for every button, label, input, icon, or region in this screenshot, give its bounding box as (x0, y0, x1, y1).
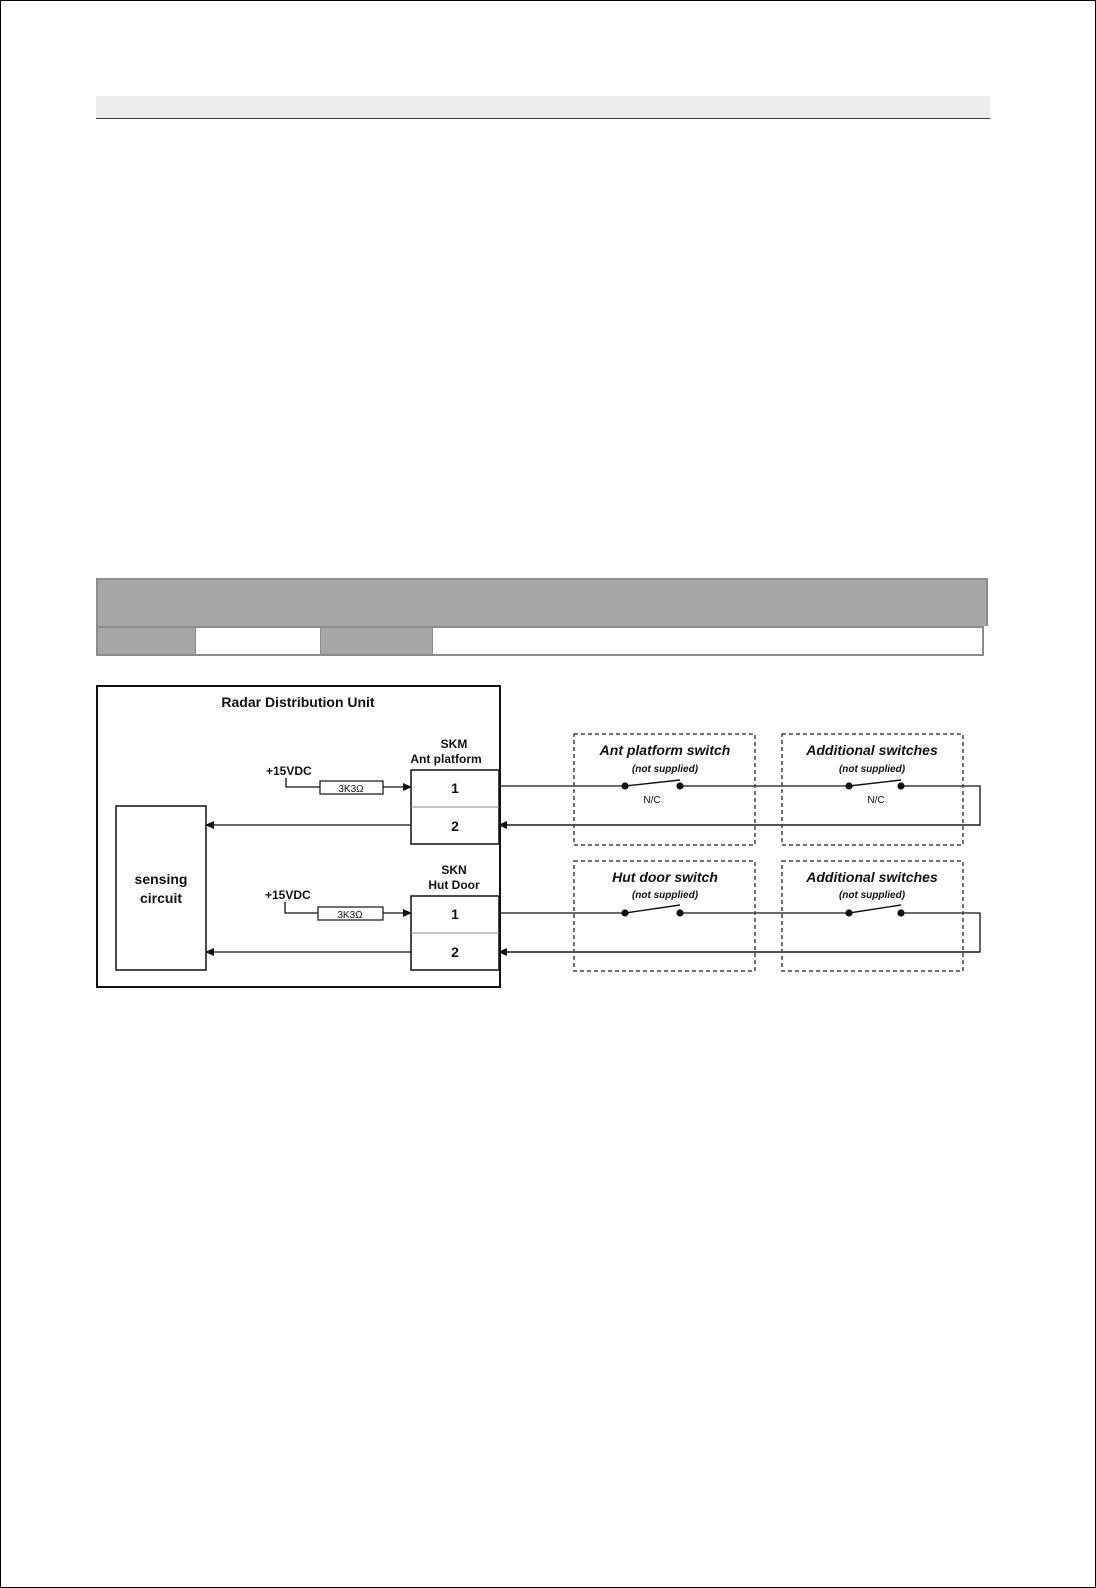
switch-contact (845, 905, 904, 917)
rdu-title: Radar Distribution Unit (221, 694, 375, 710)
sensing-label-line2: circuit (139, 890, 183, 906)
pin-label: 2 (451, 944, 459, 960)
switch-title: Ant platform switch (599, 742, 731, 758)
sensing-label-line1: sensing (134, 871, 188, 887)
pin-label: 1 (451, 906, 459, 922)
connector-subtitle: Ant platform (410, 752, 482, 766)
pin-label: 1 (451, 780, 459, 796)
switch-contact (621, 905, 683, 917)
supply-label: +15VDC (266, 764, 312, 778)
switch-title: Hut door switch (612, 869, 718, 885)
switch-contact (845, 780, 904, 790)
supply-label: +15VDC (265, 888, 311, 902)
connector-name: SKN (441, 863, 467, 877)
connector-subtitle: Hut Door (428, 878, 480, 892)
switch-note: (not supplied) (838, 890, 906, 901)
sensing-circuit-box (116, 806, 206, 970)
contact-label: N/C (643, 795, 661, 806)
contact-label: N/C (867, 795, 885, 806)
switch-title: Additional switches (806, 869, 938, 885)
resistor-label: 3K3Ω (337, 910, 363, 921)
switch-contact (621, 780, 683, 790)
connector-name: SKM (440, 737, 468, 751)
switch-note: (not supplied) (631, 890, 699, 901)
pin-label: 2 (451, 818, 459, 834)
switch-note: (not supplied) (631, 764, 699, 775)
resistor-label: 3K3Ω (338, 784, 364, 795)
switch-title: Additional switches (806, 742, 938, 758)
switch-note: (not supplied) (838, 764, 906, 775)
